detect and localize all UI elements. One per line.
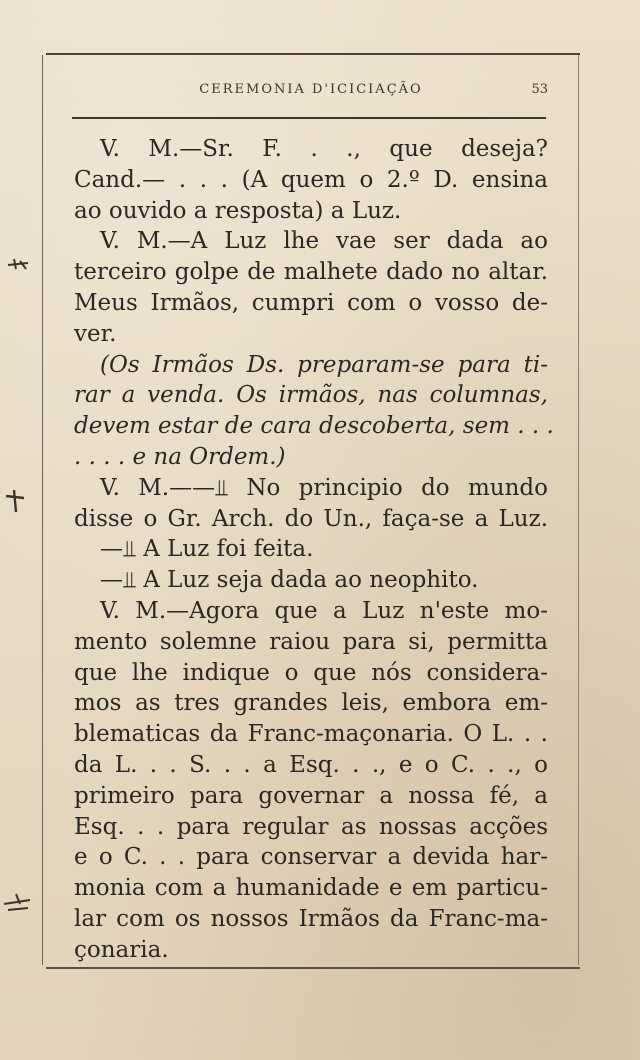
running-title: CEREMONIA D'ICICIAÇÃO (199, 82, 423, 97)
text-line: lar com os nossos Irmãos da Franc-ma- (74, 905, 548, 932)
header-rule (72, 117, 546, 119)
text-line: —⫫ A Luz foi feita. (100, 536, 314, 563)
text-line: monia com a humanidade e em particu- (74, 875, 548, 902)
text-line: V. M.—Agora que a Luz n'este mo- (100, 597, 548, 624)
text-line: blematicas da Franc-maçonaria. O L. . . (74, 721, 548, 748)
text-line: Meus Irmãos, cumpri com o vosso de- (74, 289, 548, 316)
text-line: e o C. . . para conservar a devida har- (74, 844, 548, 871)
text-line: mos as tres grandes leis, embora em- (74, 690, 548, 717)
text-line: (Os Irmãos Ds. preparam-se para ti- (100, 351, 548, 378)
right-border-rule (578, 55, 579, 965)
text-line: terceiro golpe de malhete dado no altar. (74, 259, 548, 286)
body-text (74, 134, 554, 966)
text-line: . . . . e na Ordem.) (74, 443, 286, 470)
text-line: V. M.—Sr. F. . ., que deseja? (100, 136, 548, 162)
text-line: devem estar de cara descoberta, sem . . . (74, 413, 554, 440)
margin-mark (2, 890, 32, 917)
text-line: primeiro para governar a nossa fé, a (74, 782, 548, 809)
text-line: V. M.——⫫ No principio do mundo (100, 474, 548, 501)
text-line: mento solemne raiou para si, permitta (74, 628, 548, 655)
top-border-rule (46, 53, 580, 55)
text-line: Cand.— . . . (A quem o 2.º D. ensina (74, 166, 548, 193)
text-line: disse o Gr. Arch. do Un., faça-se a Luz. (74, 505, 548, 532)
text-line: ao ouvido a resposta) a Luz. (74, 197, 402, 224)
margin-mark (6, 255, 30, 280)
text-line: que lhe indique o que nós considera- (74, 659, 548, 686)
page-number: 53 (531, 82, 548, 97)
text-line: rar a venda. Os irmãos, nas columnas, (74, 382, 548, 409)
bottom-border-rule (46, 967, 580, 969)
left-border-rule (42, 55, 43, 965)
text-line: çonaria. (74, 936, 169, 963)
text-line: da L. . . S. . . a Esq. . ., e o C. . ., o (74, 751, 548, 778)
text-line: V. M.—A Luz lhe vae ser dada ao (100, 228, 548, 255)
margin-mark (4, 486, 26, 519)
text-line: ver. (74, 320, 117, 347)
text-line: —⫫ A Luz seja dada ao neophito. (100, 567, 479, 594)
text-line: Esq. . . para regular as nossas acções (74, 813, 548, 840)
running-head (74, 82, 548, 102)
